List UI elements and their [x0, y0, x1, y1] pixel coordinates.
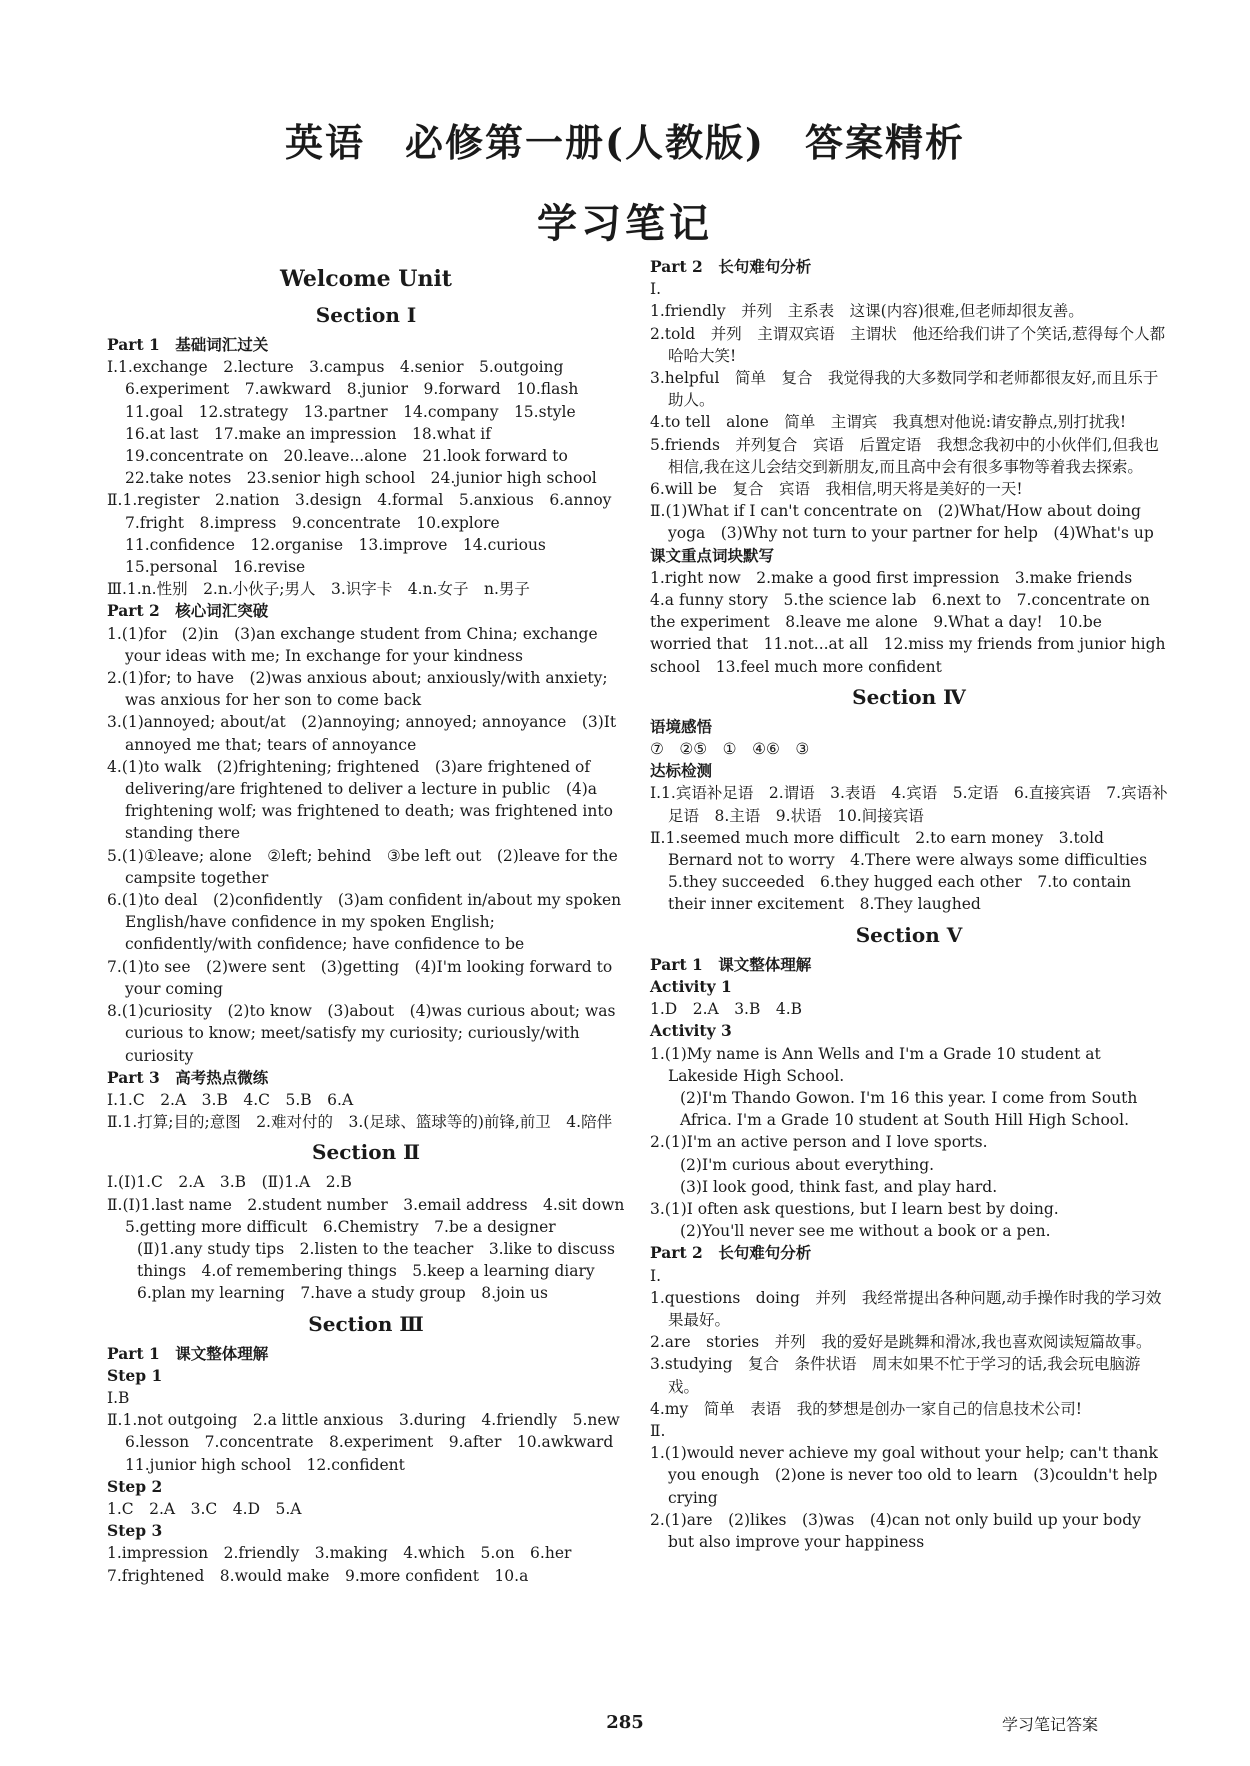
answer-line: Ⅱ.(Ⅰ)1.last name 2.student number 3.email address 4.sit down 5.getting more difficult 6.Chemistry 7.be a designer	[107, 1195, 640, 1236]
answer-line: Ⅰ.	[650, 280, 662, 299]
answer-line: Ⅱ.(1)What if I can't concentrate on (2)What/How about doing yoga (3)Why not turn to your partner for help (4)What's up	[650, 502, 1154, 543]
part-heading: 语境感悟	[650, 716, 713, 736]
part-heading: 达标检测	[650, 761, 713, 781]
answer-line: 2.(1)are (2)likes (3)was (4)can not only build up your body but also improve your happiness	[650, 1510, 1141, 1551]
part-heading: Part 3 高考热点微练	[107, 1067, 269, 1087]
part-heading: Part 1 课文整体理解	[650, 954, 812, 974]
answer-line: 4.(1)to walk (2)frightening; frightened (3)are frightened of delivering/are frightened to deliver a lecture in public (4)a frightening wolf; was frightened to death; was frightened into standing there	[107, 757, 613, 843]
part-heading: Part 2 长句难句分析	[650, 1243, 812, 1263]
answer-line: Ⅱ.	[650, 1421, 666, 1440]
answer-line: 2.(1)for; to have (2)was anxious about; anxiously/with anxiety; was anxious for her son to come back	[107, 669, 608, 710]
answer-line: (2)I'm Thando Gowon. I'm 16 this year. I come from South Africa. I'm a Grade 10 student at South Hill High School.	[680, 1088, 1138, 1130]
section-title: Section Ⅳ	[852, 684, 966, 709]
answer-line: 2.(1)I'm an active person and I love sports.	[650, 1133, 988, 1152]
answer-line: 2.told 并列 主谓双宾语 主谓状 他还给我们讲了个笑话,惹得每个人都哈哈大笑!	[650, 324, 1166, 365]
answer-line: 1.C 2.A 3.C 4.D 5.A	[107, 1499, 302, 1518]
answer-line: 3.(1)annoyed; about/at (2)annoying; annoyed; annoyance (3)It annoyed me that; tears of annoyance	[107, 713, 617, 754]
section-title: Section Ⅲ	[308, 1311, 424, 1336]
answer-line: Ⅰ.1.exchange 2.lecture 3.campus 4.senior 5.outgoing 6.experiment 7.awkward 8.junior 9.forward 10.flash 11.goal 12.strategy 13.partner 14.company 15.style 16.at last 17.make an impression 18.what if 19.concentrate on 20.leave...alone 21.look forward to 22.take notes 23.senior high school 24.junior high school	[107, 358, 597, 488]
answer-line: 2.are stories 并列 我的爱好是跳舞和滑冰,我也喜欢阅读短篇故事。	[650, 1333, 1152, 1352]
answer-line: 3.(1)I often ask questions, but I learn best by doing.	[650, 1199, 1059, 1218]
answer-line: Ⅰ.	[650, 1266, 662, 1285]
answer-line: ⑦ ②⑤ ① ④⑥ ③	[650, 740, 810, 759]
page-number: 285	[606, 1712, 644, 1733]
answer-line: (3)I look good, think fast, and play hard.	[680, 1177, 998, 1196]
part-heading: Step 1	[107, 1365, 163, 1385]
answer-line: 6.will be 复合 宾语 我相信,明天将是美好的一天!	[650, 480, 1023, 499]
left-column	[107, 262, 640, 1587]
answer-line: (Ⅱ)1.any study tips 2.listen to the teacher 3.like to discuss things 4.of remembering things 5.keep a learning diary 6.plan my learning 7.have a study group 8.join us	[137, 1239, 615, 1303]
footer-label: 学习笔记答案	[1002, 1715, 1099, 1734]
section-title: Section Ⅰ	[315, 303, 417, 327]
part-heading: Activity 3	[650, 1021, 732, 1041]
answer-line: (2)You'll never see me without a book or a pen.	[680, 1222, 1051, 1241]
answer-line: 3.studying 复合 条件状语 周末如果不忙于学习的话,我会玩电脑游戏。	[650, 1355, 1141, 1396]
answer-line: 1.(1)would never achieve my goal without your help; can't thank you enough (2)one is never too old to learn (3)couldn't help crying	[650, 1444, 1158, 1507]
answer-line: 1.friendly 并列 主系表 这课(内容)很难,但老师却很友善。	[650, 302, 1084, 321]
answer-line: Ⅱ.1.打算;目的;意图 2.难对付的 3.(足球、篮球等的)前锋,前卫 4.陪伴	[107, 1113, 613, 1132]
section-title: Section Ⅱ	[312, 1140, 420, 1165]
part-heading: Activity 1	[650, 976, 732, 996]
answer-line: 1.D 2.A 3.B 4.B	[650, 1000, 803, 1019]
answer-line: 1.right now 2.make a good first impression 3.make friends 4.a funny story 5.the science lab 6.next to 7.concentrate on the experiment 8.leave me alone 9.What a day! 10.be worried that 11.not...at all 12.miss my friends from junior high school 13.feel much more confident	[650, 568, 1166, 676]
answer-line: 6.(1)to deal (2)confidently (3)am confident in/about my spoken English/have confidence in my spoken English; confidently/with confidence; have confidence to be	[107, 891, 622, 954]
answer-line: (2)I'm curious about everything.	[680, 1155, 935, 1174]
answer-line: Ⅱ.1.not outgoing 2.a little anxious 3.during 4.friendly 5.new 6.lesson 7.concentrate 8.experiment 9.after 10.awkward 11.junior high school 12.confident	[107, 1411, 636, 1474]
section-heading: 学习笔记	[537, 200, 713, 247]
answer-line: 8.(1)curiosity (2)to know (3)about (4)was curious about; was curious to know; meet/satisfy my curiosity; curiously/with curiosity	[107, 1002, 616, 1065]
answer-line: 7.(1)to see (2)were sent (3)getting (4)I'm looking forward to your coming	[107, 957, 613, 998]
part-heading: Part 1 课文整体理解	[107, 1343, 269, 1363]
answer-line: Ⅱ.1.register 2.nation 3.design 4.formal 5.anxious 6.annoy 7.fright 8.impress 9.concentrate 10.explore 11.confidence 12.organise 13.improve 14.curious 15.personal 16.revise	[107, 491, 627, 577]
part-heading: Part 1 基础词汇过关	[107, 335, 269, 354]
answer-line: Ⅰ.(Ⅰ)1.C 2.A 3.B (Ⅱ)1.A 2.B	[107, 1173, 352, 1192]
part-heading: 课文重点词块默写	[650, 545, 775, 565]
right-column	[650, 256, 1168, 1553]
answer-line: 5.friends 并列复合 宾语 后置定语 我想念我初中的小伙伴们,但我也相信,我在这儿会结交到新朋友,而且高中会有很多事物等着我去探索。	[650, 435, 1159, 476]
unit-title: Welcome Unit	[280, 266, 452, 292]
answer-line: 4.my 简单 表语 我的梦想是创办一家自己的信息技术公司!	[650, 1399, 1082, 1418]
section-title: Section Ⅴ	[855, 922, 963, 947]
part-heading: Part 2 核心词汇突破	[107, 601, 269, 621]
answer-line: 3.helpful 简单 复合 我觉得我的大多数同学和老师都很友好,而且乐于助人。	[650, 369, 1159, 410]
answer-line: 4.to tell alone 简单 主谓宾 我真想对他说:请安静点,别打扰我!	[650, 413, 1127, 432]
answer-line: 1.impression 2.friendly 3.making 4.which 5.on 6.her 7.frightened 8.would make 9.more confident 10.a	[107, 1544, 587, 1585]
part-heading: Part 2 长句难句分析	[650, 257, 812, 276]
answer-line: 5.(1)①leave; alone ②left; behind ③be left out (2)leave for the campsite together	[107, 846, 618, 887]
answer-line: Ⅰ.1.C 2.A 3.B 4.C 5.B 6.A	[107, 1090, 354, 1109]
answer-line: 1.(1)for (2)in (3)an exchange student from China; exchange your ideas with me; In exchange for your kindness	[107, 624, 598, 665]
answer-line: Ⅱ.1.seemed much more difficult 2.to earn money 3.told Bernard not to worry 4.There were always some difficulties 5.they succeeded 6.they hugged each other 7.to contain their inner excitement 8.They laughed	[650, 828, 1163, 914]
answer-line: 1.(1)My name is Ann Wells and I'm a Grade 10 student at Lakeside High School.	[650, 1044, 1101, 1085]
part-heading: Step 2	[107, 1476, 163, 1496]
answer-line: Ⅰ.1.宾语补足语 2.谓语 3.表语 4.宾语 5.定语 6.直接宾语 7.宾语补足语 8.主语 9.状语 10.间接宾语	[650, 784, 1168, 825]
answer-line: Ⅰ.B	[107, 1388, 130, 1407]
answer-line: Ⅲ.1.n.性别 2.n.小伙子;男人 3.识字卡 4.n.女子 n.男子	[107, 580, 530, 599]
part-heading: Step 3	[107, 1521, 163, 1541]
book-title: 英语 必修第一册(人教版) 答案精析	[285, 120, 965, 165]
answer-line: 1.questions doing 并列 我经常提出各种问题,动手操作时我的学习效果最好。	[650, 1288, 1162, 1329]
